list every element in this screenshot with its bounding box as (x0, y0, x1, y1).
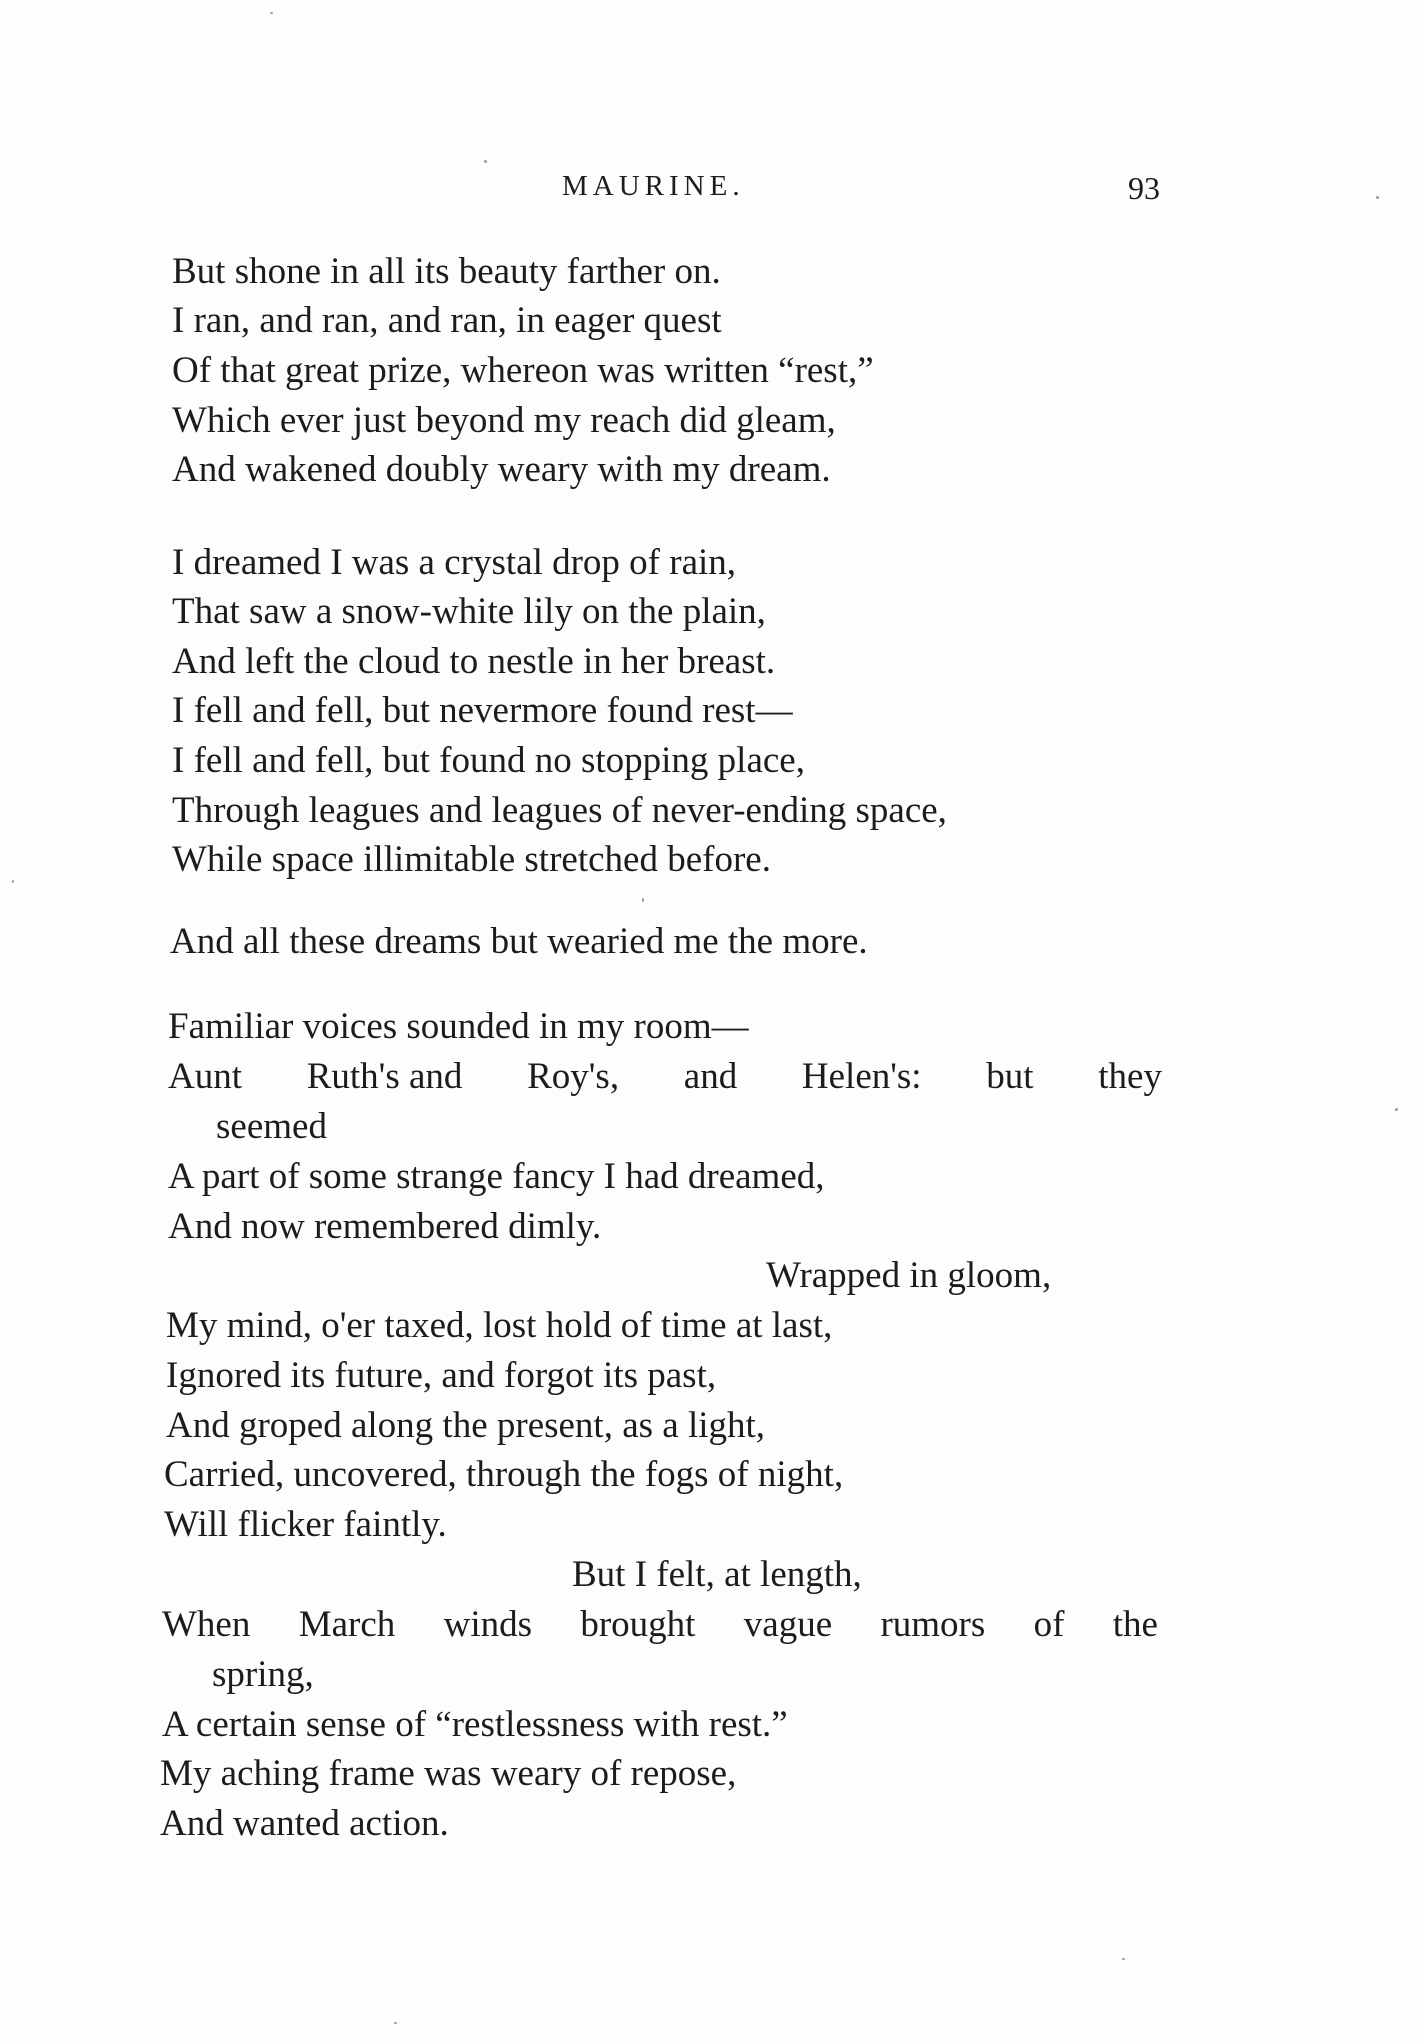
word: rumors (880, 1604, 986, 1645)
page-number: 93 (1128, 170, 1160, 206)
poem-line: Familiar voices sounded in my room— (168, 1006, 749, 1047)
word: Ruth's and (306, 1056, 463, 1097)
paper-speck (394, 2022, 397, 2024)
word: the (1112, 1604, 1158, 1645)
poem-line-indented: But I felt, at length, (572, 1554, 862, 1595)
running-head (0, 170, 1422, 215)
word: brought (580, 1604, 696, 1645)
poem-line: Which ever just beyond my reach did gleam, (172, 400, 836, 441)
poem-line: My mind, o'er taxed, lost hold of time at last, (166, 1305, 833, 1346)
poem-line: And now remembered dimly. (168, 1206, 602, 1247)
poem-line-indented: Wrapped in gloom, (766, 1255, 1052, 1296)
poem-line: That saw a snow-white lily on the plain, (172, 591, 766, 632)
poem-line: A part of some strange fancy I had dreamed, (168, 1156, 825, 1197)
poem-line-continuation: seemed (216, 1106, 327, 1147)
poem-line: A certain sense of “restlessness with rest.” (162, 1704, 788, 1745)
poem-line: My aching frame was weary of repose, (160, 1753, 737, 1794)
paper-speck (270, 12, 273, 14)
word: of (1033, 1604, 1065, 1645)
poem-line: I fell and fell, but found no stopping place, (172, 740, 805, 781)
word: Aunt (168, 1056, 242, 1097)
word: Roy's, (527, 1056, 620, 1097)
paper-speck (1395, 1108, 1398, 1111)
word: winds (443, 1604, 532, 1645)
poem-line: Will flicker faintly. (164, 1504, 447, 1545)
poem-line: Carried, uncovered, through the fogs of night, (164, 1454, 844, 1495)
poem-line: I ran, and ran, and ran, in eager quest (172, 300, 722, 341)
word: they (1098, 1056, 1162, 1097)
poem-line: Through leagues and leagues of never-ending space, (172, 790, 947, 831)
paper-speck (1122, 1958, 1125, 1960)
paper-speck (642, 898, 644, 902)
poem-line-justified (168, 1054, 1162, 1100)
poem-line: I dreamed I was a crystal drop of rain, (172, 542, 737, 583)
poem-line: Ignored its future, and forgot its past, (166, 1355, 717, 1396)
word: vague (743, 1604, 833, 1645)
poem-line: Of that great prize, whereon was written “rest,” (172, 350, 874, 391)
paper-speck (12, 880, 14, 883)
poem-line: While space illimitable stretched before. (172, 839, 771, 880)
poem-line: And all these dreams but wearied me the more. (170, 921, 868, 962)
poem-line: And wakened doubly weary with my dream. (172, 449, 831, 490)
poem-line: I fell and fell, but nevermore found rest— (172, 690, 793, 731)
paper-speck (484, 160, 487, 163)
poem-line-justified (162, 1602, 1158, 1648)
poem-line: But shone in all its beauty farther on. (172, 251, 721, 292)
paper-speck (1376, 196, 1379, 199)
poem-line: And left the cloud to nestle in her breast. (172, 641, 776, 682)
word: Helen's: (801, 1056, 922, 1097)
poem-line-continuation: spring, (212, 1654, 314, 1695)
word: and (683, 1056, 738, 1097)
poem-line: And wanted action. (160, 1803, 449, 1844)
running-title: MAURINE. (562, 170, 745, 202)
word: When (162, 1604, 251, 1645)
poem-line: And groped along the present, as a light, (166, 1405, 766, 1446)
word: March (298, 1604, 396, 1645)
word: but (986, 1056, 1034, 1097)
